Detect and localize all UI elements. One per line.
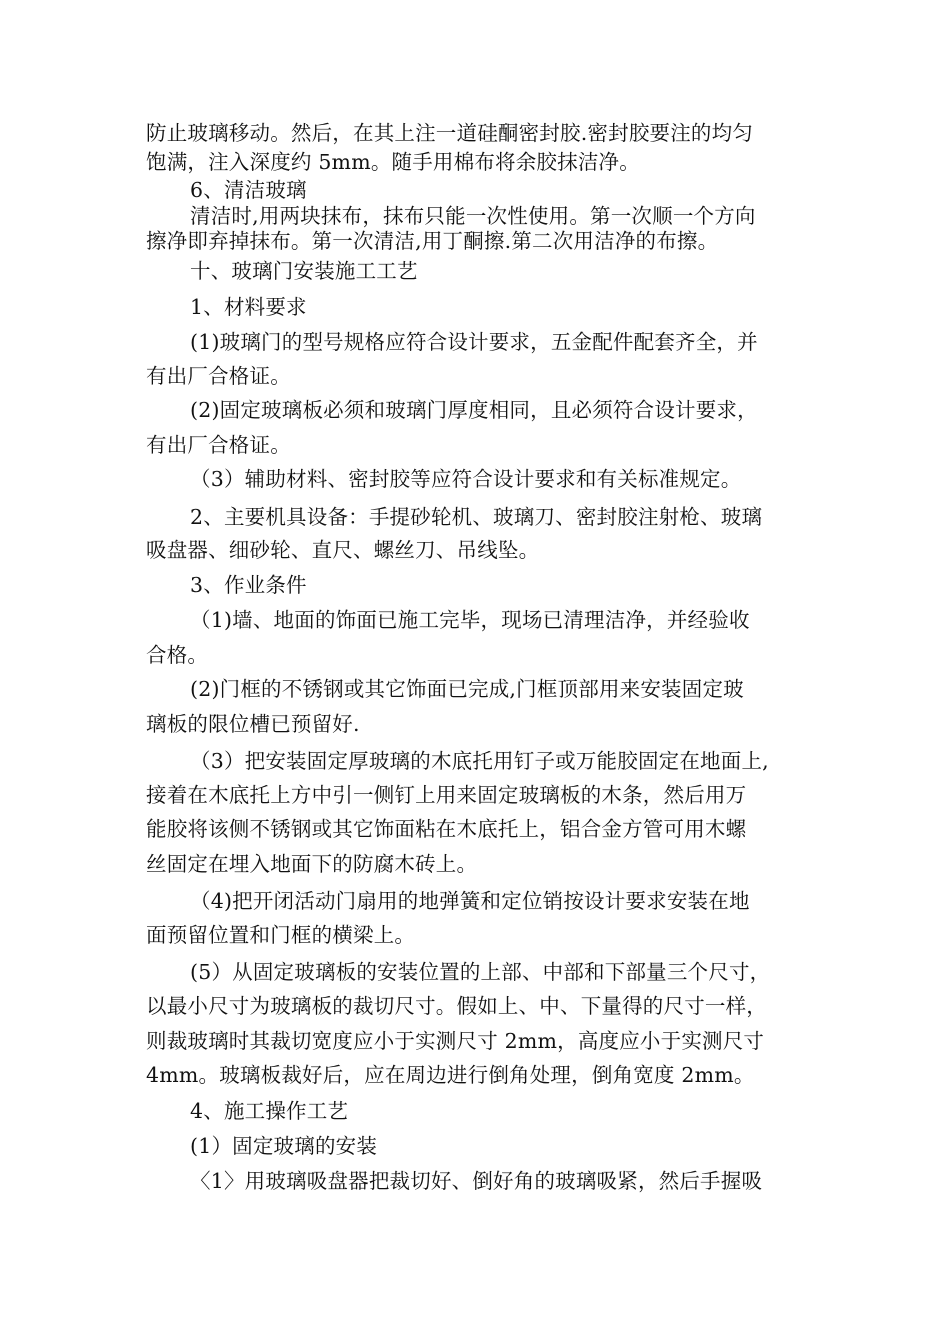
text-line: 有出厂合格证。 xyxy=(146,364,291,388)
text-line: （1)墙、地面的饰面已施工完毕，现场已清理洁净，并经验收 xyxy=(190,608,750,632)
text-line: 4mm。玻璃板裁好后，应在周边进行倒角处理，倒角宽度 2mm。 xyxy=(146,1063,755,1087)
text-line: 有出厂合格证。 xyxy=(146,433,291,457)
text-line: 能胶将该侧不锈钢或其它饰面粘在木底托上，铝合金方管可用木螺 xyxy=(146,817,747,841)
text-line: 擦净即弃掉抹布。第一次清洁,用丁酮擦.第二次用洁净的布擦。 xyxy=(146,229,719,253)
text-line: 防止玻璃移动。然后，在其上注一道硅酮密封胶.密封胶要注的均匀 xyxy=(146,121,754,145)
text-line: 璃板的限位槽已预留好. xyxy=(146,712,360,736)
text-line: (2)门框的不锈钢或其它饰面已完成,门框顶部用来安装固定玻 xyxy=(190,677,744,701)
text-line: (5）从固定玻璃板的安装位置的上部、中部和下部量三个尺寸， xyxy=(190,960,771,984)
text-line: 面预留位置和门框的横梁上。 xyxy=(146,923,416,947)
text-line: 合格。 xyxy=(146,643,209,667)
text-line: 吸盘器、细砂轮、直尺、螺丝刀、吊线坠。 xyxy=(146,538,540,562)
text-line: （4)把开闭活动门扇用的地弹簧和定位销按设计要求安装在地 xyxy=(190,889,750,913)
text-line: （3）把安装固定厚玻璃的木底托用钉子或万能胶固定在地面上, xyxy=(190,749,769,773)
text-line: 饱满，注入深度约 5mm。随手用棉布将余胶抹洁净。 xyxy=(146,150,640,174)
text-line: 2、主要机具设备：手提砂轮机、玻璃刀、密封胶注射枪、玻璃 xyxy=(190,505,763,529)
text-line: 〈1〉用玻璃吸盘器把裁切好、倒好角的玻璃吸紧，然后手握吸 xyxy=(190,1169,763,1193)
text-line: (2)固定玻璃板必须和玻璃门厚度相同，且必须符合设计要求， xyxy=(190,398,758,422)
text-line: 则裁玻璃时其裁切宽度应小于实测尺寸 2mm，高度应小于实测尺寸 xyxy=(146,1029,765,1053)
subsection-heading: (1）固定玻璃的安装 xyxy=(190,1134,378,1158)
section-heading: 3、作业条件 xyxy=(190,573,307,597)
text-line: 接着在木底托上方中引一侧钉上用来固定玻璃板的木条，然后用万 xyxy=(146,783,747,807)
text-line: (1)玻璃门的型号规格应符合设计要求，五金配件配套齐全，并 xyxy=(190,330,758,354)
text-line: 以最小尺寸为玻璃板的裁切尺寸。假如上、中、下量得的尺寸一样， xyxy=(146,994,767,1018)
section-heading: 6、清洁玻璃 xyxy=(190,178,307,202)
section-heading: 4、施工操作工艺 xyxy=(190,1099,349,1123)
section-heading: 1、材料要求 xyxy=(190,295,307,319)
text-line: 清洁时,用两块抹布，抹布只能一次性使用。第一次顺一个方向 xyxy=(190,204,756,228)
text-line: （3）辅助材料、密封胶等应符合设计要求和有关标准规定。 xyxy=(190,467,742,491)
chapter-heading: 十、玻璃门安装施工工艺 xyxy=(190,259,418,283)
text-line: 丝固定在埋入地面下的防腐木砖上。 xyxy=(146,852,478,876)
